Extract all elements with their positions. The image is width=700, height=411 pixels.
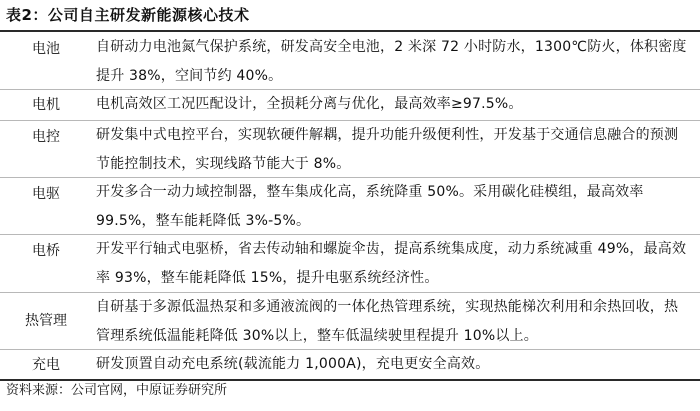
top-rule [0,30,700,32]
table-row-battery [0,33,700,90]
row-label: 电机 [32,97,60,113]
row-content: 自研基于多源低温热泵和多通液流阀的一体化热管理系统，实现热能梯次利用和余热回收，热管理系统低温能耗降低 30%以上，整车低温续驶里程提升 10%以上。 [96,299,679,344]
row-content: 自研动力电池氮气保护系统，研发高安全电池，2 米深 72 小时防水，1300℃防火，体积密度提升 38%，空间节约 40%。 [96,39,687,84]
row-content: 研发顶置自动充电系统(载流能力 1,000A)，充电更安全高效。 [96,356,490,372]
row-content: 电机高效区工况匹配设计，全损耗分离与优化，最高效率≥97.5%。 [96,96,523,112]
table-row-drive [0,178,700,235]
row-label: 电桥 [32,243,60,259]
row-label: 充电 [32,357,60,373]
row-label: 电控 [32,129,60,145]
table-row-thermal [0,293,700,350]
table-row-axle [0,235,700,293]
table-row-control [0,121,700,178]
row-label: 电池 [32,41,60,57]
table-row-motor [0,90,700,121]
row-content: 开发平行轴式电驱桥，省去传动轴和螺旋伞齿，提高系统集成度，动力系统减重 49%，最高效率 93%，整车能耗降低 15%，提升电驱系统经济性。 [96,241,687,286]
source-note: 资料来源：公司官网，中原证券研究所 [6,383,228,398]
table-row-charging [0,350,700,381]
row-content: 研发集中式电控平台，实现软硬件解耦，提升功能升级便利性，开发基于交通信息融合的预测节能控制技术，实现线路节能大于 8%。 [96,127,679,172]
row-label: 热管理 [25,313,67,329]
row-content: 开发多合一动力域控制器，整车集成化高，系统降重 50%。采用碳化硅模组，最高效率 99.5%，整车能耗降低 3%-5%。 [96,184,644,229]
row-label: 电驱 [32,186,60,202]
table-title: 表2：公司自主研发新能源核心技术 [6,6,250,24]
